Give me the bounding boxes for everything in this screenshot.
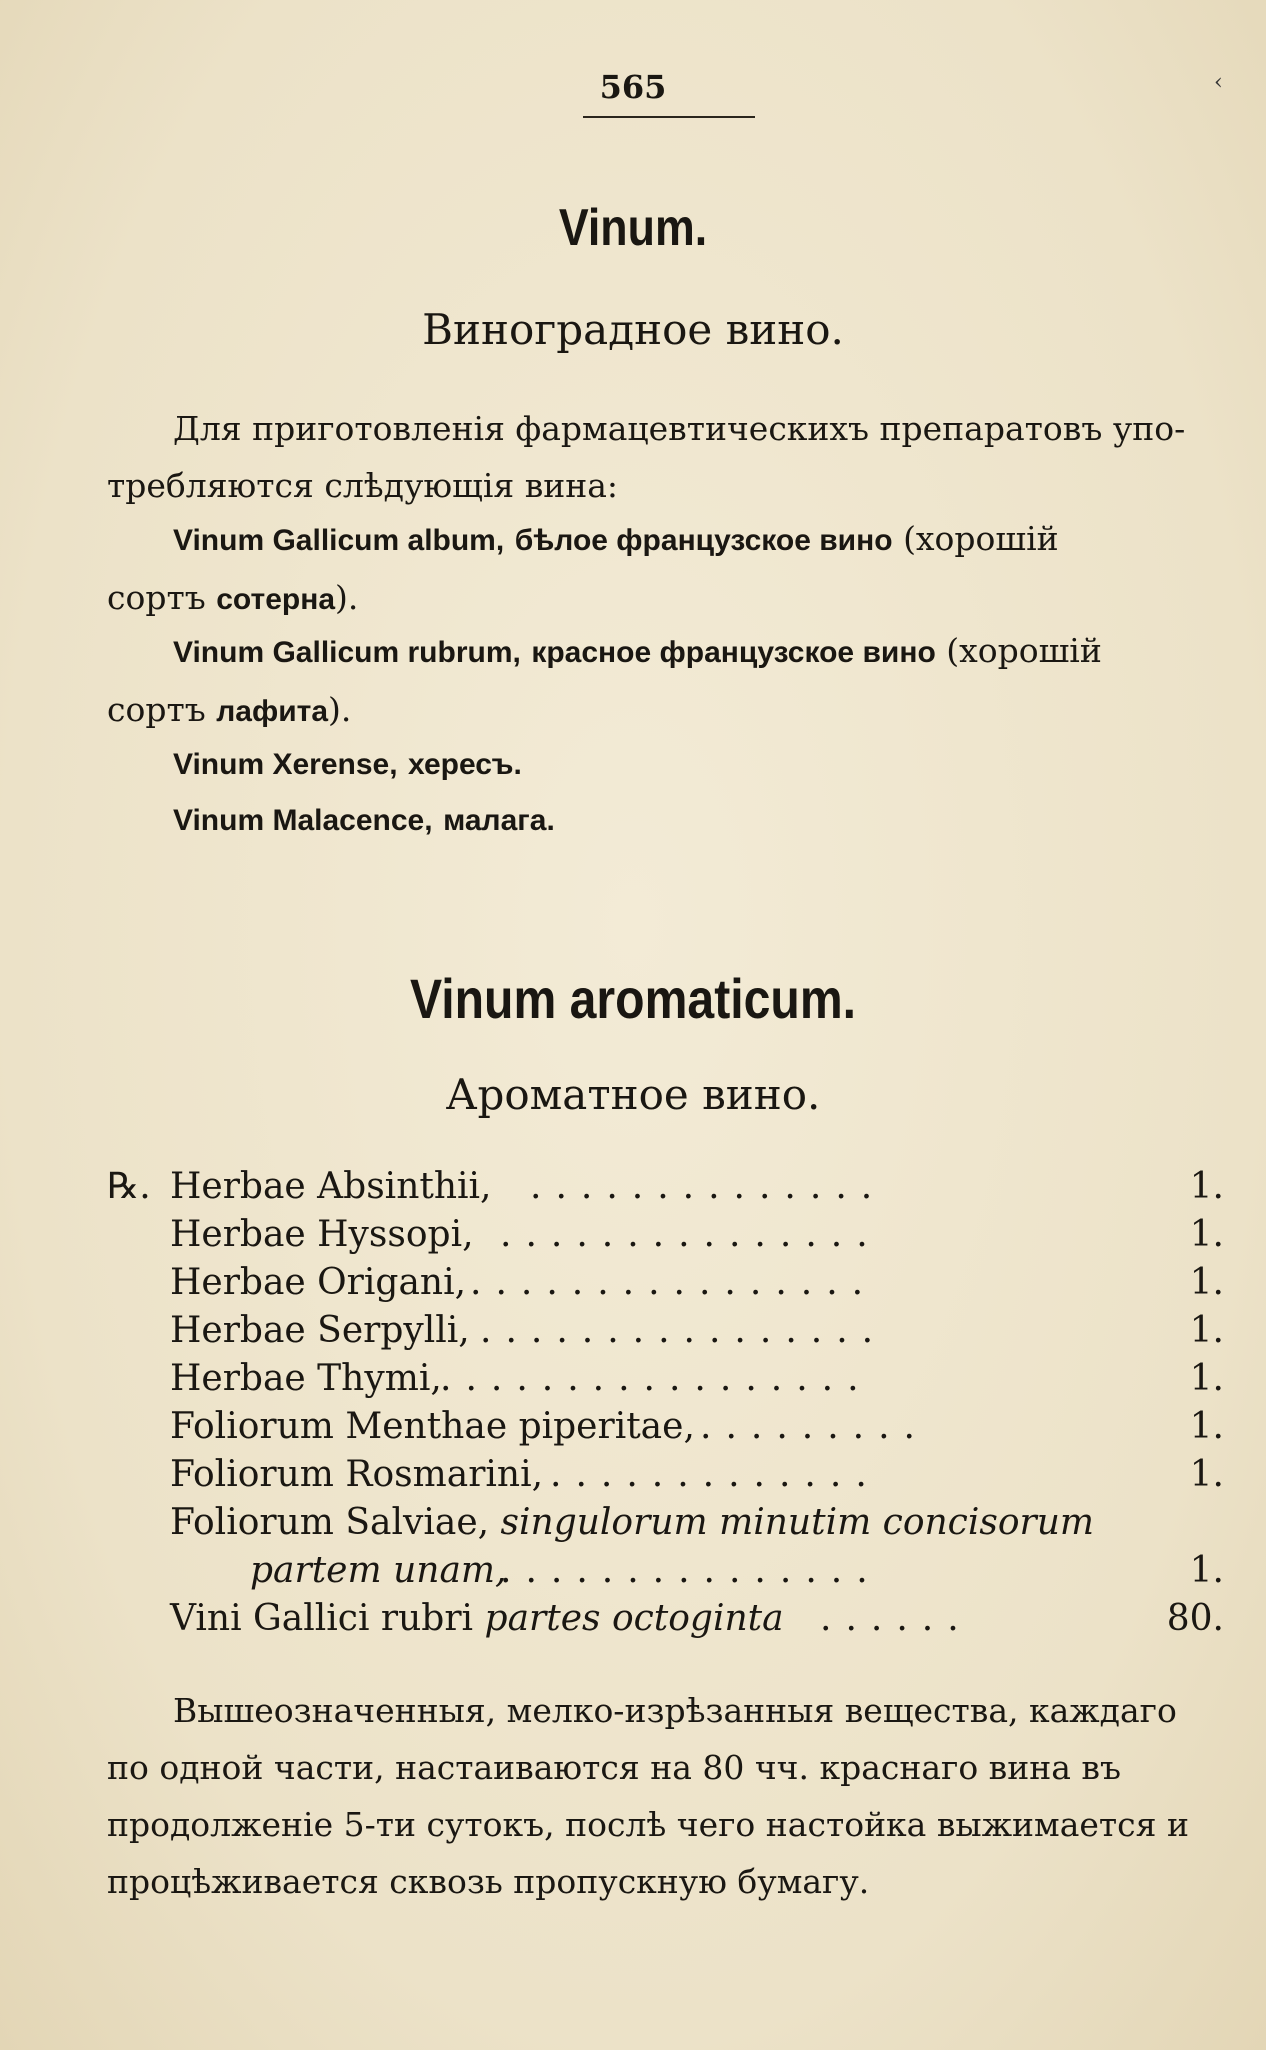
- vini-qualifier: partes octoginta: [484, 1598, 784, 1639]
- ingredient-row: [0, 1502, 1266, 1550]
- wine-entry-album-rest: (хорошій: [903, 519, 1059, 558]
- leader-dots: .............: [550, 1454, 881, 1495]
- wine-entry-album-sort-name: сотерна: [216, 583, 336, 616]
- wine-entry-album-sort-end: ).: [335, 578, 359, 617]
- wine-entry-album-latin: Vinum Gallicum album,: [173, 524, 505, 557]
- section-title-vinum-aromaticum: Vinum aromaticum.: [409, 967, 857, 1030]
- wine-entry-rubrum-latin: Vinum Gallicum rubrum,: [173, 636, 521, 669]
- section-title-vinum: Vinum.: [558, 199, 708, 257]
- salvia-name: Foliorum Salviae,: [170, 1502, 490, 1543]
- leader-dots: .................: [440, 1358, 873, 1399]
- recipe-symbol: ℞.: [107, 1166, 151, 1207]
- ingredient-amount: 1.: [1189, 1262, 1224, 1303]
- closing-line-2: по одной части, настаиваются на 80 чч. краснаго вина въ: [107, 1748, 1121, 1787]
- ingredient-name-vini: [170, 1598, 784, 1639]
- closing-paragraph: [107, 1682, 1227, 1910]
- ingredient-amount: 1.: [1189, 1406, 1224, 1447]
- ingredient-amount: 1.: [1189, 1550, 1224, 1591]
- ingredient-row: [0, 1310, 1266, 1358]
- ingredient-row: [0, 1406, 1266, 1454]
- ingredient-amount: 1.: [1189, 1214, 1224, 1255]
- wine-entry-rubrum: [107, 622, 1227, 740]
- ingredient-amount: 1.: [1189, 1310, 1224, 1351]
- wine-entry-xerense-russian: хересъ.: [408, 748, 522, 781]
- ingredient-name: Herbae Serpylli,: [170, 1310, 470, 1351]
- wine-entry-malacence-russian: малага.: [443, 804, 555, 837]
- salvia-qualifier: singulorum minutim concisorum: [500, 1502, 1095, 1543]
- wine-entry-album: [107, 510, 1227, 628]
- ingredient-row: [0, 1358, 1266, 1406]
- ingredient-name: Herbae Thymi,: [170, 1358, 442, 1399]
- leader-dots: ...............: [500, 1214, 882, 1255]
- section-subtitle-aromatic: Ароматное вино.: [445, 1070, 821, 1119]
- ingredient-row: [0, 1550, 1266, 1598]
- ingredient-name: Foliorum Rosmarini,: [170, 1454, 544, 1495]
- wine-entry-xerense: [107, 734, 1227, 793]
- wine-entry-malacence: [107, 790, 1227, 849]
- closing-line-4: процѣживается сквозь пропускную бумагу.: [107, 1862, 870, 1901]
- page-number-rule: [583, 116, 755, 118]
- closing-line-3: продолженіе 5-ти сутокъ, послѣ чего настойка выжимается и: [107, 1805, 1189, 1844]
- wine-entry-malacence-latin: Vinum Malacence,: [173, 804, 433, 837]
- ingredient-name: Herbae Hyssopi,: [170, 1214, 474, 1255]
- ingredient-row: [0, 1454, 1266, 1502]
- intro-line-2: требляются слѣдующія вина:: [107, 466, 619, 505]
- ingredient-name: Herbae Absinthii,: [170, 1166, 492, 1207]
- ingredient-row: [0, 1166, 1266, 1214]
- leader-dots: .........: [700, 1406, 929, 1447]
- leader-dots: ..............: [530, 1166, 887, 1207]
- wine-entry-xerense-latin: Vinum Xerense,: [173, 748, 398, 781]
- ingredient-name: Foliorum Menthae piperitae,: [170, 1406, 695, 1447]
- corner-mark: ‹: [1214, 70, 1223, 95]
- ingredient-amount: 1.: [1189, 1166, 1224, 1207]
- ingredient-amount: 1.: [1189, 1358, 1224, 1399]
- intro-line-1: Для приготовленія фармацевтическихъ препаратовъ упо-: [173, 409, 1186, 448]
- ingredient-name: Herbae Origani,: [170, 1262, 467, 1303]
- ingredient-row: [0, 1262, 1266, 1310]
- wine-entry-album-russian: бѣлое французское вино: [514, 524, 893, 557]
- leader-dots: ................: [480, 1310, 888, 1351]
- section-subtitle-vinum: Виноградное вино.: [422, 305, 844, 354]
- page-number: 565: [599, 68, 667, 106]
- intro-paragraph: [107, 400, 1227, 514]
- wine-entry-rubrum-sort-end: ).: [328, 690, 352, 729]
- ingredient-row: [0, 1214, 1266, 1262]
- closing-line-1: Вышеозначенныя, мелко-изрѣзанныя вещества, каждаго: [173, 1691, 1177, 1730]
- ingredient-amount: 1.: [1189, 1454, 1224, 1495]
- ingredient-amount: 80.: [1166, 1598, 1224, 1639]
- wine-entry-rubrum-sort: сортъ: [107, 690, 206, 729]
- ingredient-row: [0, 1598, 1266, 1646]
- leader-dots: ...............: [500, 1550, 882, 1591]
- wine-entry-rubrum-sort-name: лафита: [216, 695, 329, 728]
- vini-name: Vini Gallici rubri: [170, 1598, 474, 1639]
- leader-dots: ................: [470, 1262, 878, 1303]
- wine-entry-album-sort: сортъ: [107, 578, 206, 617]
- ingredient-name-salvia: [170, 1502, 1094, 1543]
- leader-dots: ......: [820, 1598, 973, 1639]
- salvia-continuation: partem unam,: [250, 1550, 507, 1591]
- wine-entry-rubrum-rest: (хорошій: [946, 631, 1102, 670]
- wine-entry-rubrum-russian: красное французское вино: [531, 636, 936, 669]
